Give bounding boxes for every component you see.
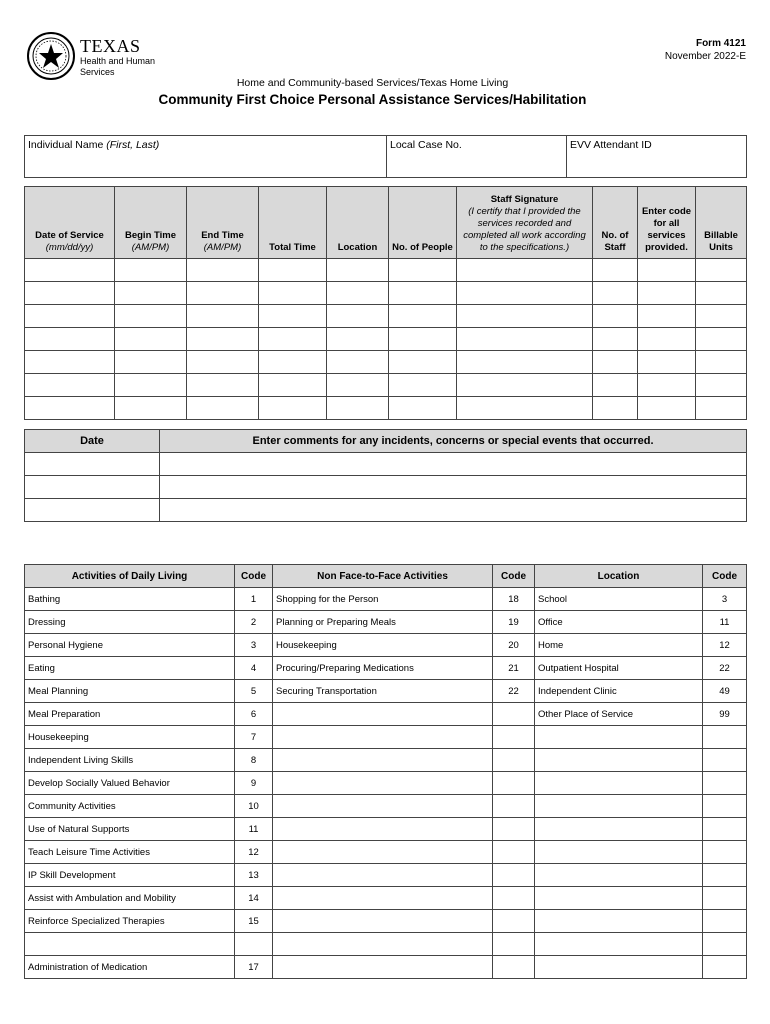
nff-activity-cell: Securing Transportation [273,680,493,703]
codes-reference-table [24,564,747,979]
comment-row [25,453,747,476]
comment-date-cell[interactable] [25,453,160,476]
service-code-cell[interactable] [638,351,696,374]
comment-date-cell[interactable] [25,499,160,522]
location-code-cell [703,772,747,795]
nff-code-cell: 22 [493,680,535,703]
staff-signature-cell[interactable] [457,282,593,305]
nff-code-cell: 18 [493,588,535,611]
col-adl-code: Code [235,565,273,588]
form-title: Community First Choice Personal Assistance Services/Habilitation [158,92,587,107]
info-fields-table [24,135,747,178]
codes-row [25,634,747,657]
location-name-cell [535,726,703,749]
adl-code-cell: 14 [235,887,273,910]
agency-name-line1: TEXAS [80,36,141,56]
staff-signature-cell[interactable] [457,259,593,282]
location-name-cell: Independent Clinic [535,680,703,703]
location-code-cell [703,749,747,772]
adl-code-cell: 12 [235,841,273,864]
date-of-service-cell[interactable] [25,282,115,305]
nff-code-cell [493,703,535,726]
adl-code-cell: 7 [235,726,273,749]
col-date-of-service: Date of Service (mm/dd/yy) [25,187,115,259]
location-name-cell [535,933,703,956]
no-of-staff-cell[interactable] [593,282,638,305]
adl-activity-cell: IP Skill Development [25,864,235,887]
location-cell[interactable] [327,351,389,374]
col-comments: Enter comments for any incidents, concerns or special events that occurred. [160,430,747,453]
total-time-cell[interactable] [259,282,327,305]
nff-code-cell [493,933,535,956]
location-name-cell: Home [535,634,703,657]
service-code-cell[interactable] [638,397,696,420]
adl-code-cell [235,933,273,956]
col-billable-units: Billable Units [696,187,747,259]
col-no-of-people: No. of People [389,187,457,259]
adl-code-cell: 17 [235,956,273,979]
adl-code-cell: 5 [235,680,273,703]
agency-name [80,37,155,77]
no-of-people-cell[interactable] [389,328,457,351]
codes-row [25,749,747,772]
adl-activity-cell [25,933,235,956]
codes-header [25,565,747,588]
adl-code-cell: 13 [235,864,273,887]
col-end-time: End Time (AM/PM) [187,187,259,259]
codes-row [25,841,747,864]
service-code-cell[interactable] [638,374,696,397]
nff-code-cell: 20 [493,634,535,657]
date-of-service-cell[interactable] [25,351,115,374]
date-of-service-cell[interactable] [25,305,115,328]
col-location-code: Code [703,565,747,588]
adl-activity-cell: Meal Preparation [25,703,235,726]
no-of-people-cell[interactable] [389,374,457,397]
adl-activity-cell: Personal Hygiene [25,634,235,657]
no-of-people-cell[interactable] [389,282,457,305]
location-cell[interactable] [327,305,389,328]
total-time-cell[interactable] [259,259,327,282]
col-no-of-staff: No. of Staff [593,187,638,259]
col-nff-code: Code [493,565,535,588]
no-of-people-cell[interactable] [389,259,457,282]
nff-code-cell: 19 [493,611,535,634]
codes-row [25,657,747,680]
nff-code-cell [493,887,535,910]
end-time-cell[interactable] [187,282,259,305]
location-code-cell [703,818,747,841]
codes-row [25,910,747,933]
staff-signature-cell[interactable] [457,305,593,328]
agency-name-line3: Services [80,67,115,77]
nff-activity-cell [273,933,493,956]
no-of-staff-cell[interactable] [593,397,638,420]
col-begin-time: Begin Time (AM/PM) [115,187,187,259]
adl-activity-cell: Meal Planning [25,680,235,703]
billable-units-cell[interactable] [696,259,747,282]
col-location: Location [327,187,389,259]
end-time-cell[interactable] [187,305,259,328]
staff-signature-cell[interactable] [457,351,593,374]
location-code-cell [703,841,747,864]
comment-row [25,499,747,522]
location-name-cell [535,795,703,818]
adl-code-cell: 1 [235,588,273,611]
agency-logo [26,31,176,81]
no-of-staff-cell[interactable] [593,374,638,397]
location-name-cell [535,956,703,979]
service-log-table [24,186,747,420]
service-code-cell[interactable] [638,328,696,351]
adl-activity-cell: Community Activities [25,795,235,818]
location-cell[interactable] [327,374,389,397]
location-code-cell: 11 [703,611,747,634]
nff-code-cell [493,841,535,864]
adl-code-cell: 8 [235,749,273,772]
adl-code-cell: 4 [235,657,273,680]
form-subtitle: Home and Community-based Services/Texas Home Living [236,77,509,89]
location-name-cell: Outpatient Hospital [535,657,703,680]
texas-seal-icon [26,31,76,81]
adl-activity-cell: Develop Socially Valued Behavior [25,772,235,795]
adl-activity-cell: Housekeeping [25,726,235,749]
no-of-people-cell[interactable] [389,351,457,374]
individual-name-label: Individual Name [28,139,104,151]
end-time-cell[interactable] [187,374,259,397]
location-code-cell [703,795,747,818]
col-nff-activity: Non Face-to-Face Activities [273,565,493,588]
codes-row [25,680,747,703]
no-of-people-cell[interactable] [389,397,457,420]
billable-units-cell[interactable] [696,328,747,351]
no-of-people-cell[interactable] [389,305,457,328]
local-case-label: Local Case No. [390,139,462,151]
nff-code-cell [493,910,535,933]
col-location-name: Location [535,565,703,588]
comments-table [24,429,747,522]
staff-signature-cell[interactable] [457,374,593,397]
nff-activity-cell: Planning or Preparing Meals [273,611,493,634]
nff-code-cell [493,818,535,841]
adl-activity-cell: Use of Natural Supports [25,818,235,841]
location-code-cell [703,864,747,887]
no-of-staff-cell[interactable] [593,305,638,328]
codes-row [25,611,747,634]
codes-row [25,818,747,841]
codes-row [25,588,747,611]
location-name-cell [535,910,703,933]
date-of-service-cell[interactable] [25,397,115,420]
nff-code-cell [493,795,535,818]
location-code-cell: 3 [703,588,747,611]
location-name-cell: School [535,588,703,611]
date-of-service-cell[interactable] [25,259,115,282]
billable-units-cell[interactable] [696,351,747,374]
codes-row [25,887,747,910]
total-time-cell[interactable] [259,328,327,351]
location-code-cell: 49 [703,680,747,703]
location-code-cell [703,956,747,979]
begin-time-cell[interactable] [115,282,187,305]
codes-row [25,795,747,818]
evv-attendant-label: EVV Attendant ID [570,139,652,151]
total-time-cell[interactable] [259,397,327,420]
agency-name-line2: Health and Human [80,56,156,66]
begin-time-cell[interactable] [115,328,187,351]
end-time-cell[interactable] [187,328,259,351]
location-code-cell [703,933,747,956]
adl-activity-cell: Eating [25,657,235,680]
comment-text-cell[interactable] [160,499,747,522]
comment-row [25,476,747,499]
total-time-cell[interactable] [259,374,327,397]
service-log-row [25,282,747,305]
billable-units-cell[interactable] [696,397,747,420]
adl-code-cell: 3 [235,634,273,657]
billable-units-cell[interactable] [696,374,747,397]
total-time-cell[interactable] [259,351,327,374]
form-date: November 2022-E [664,51,746,62]
begin-time-cell[interactable] [115,259,187,282]
nff-activity-cell: Procuring/Preparing Medications [273,657,493,680]
individual-name-hint: (First, Last) [106,139,160,151]
adl-activity-cell: Bathing [25,588,235,611]
location-code-cell [703,910,747,933]
nff-activity-cell [273,703,493,726]
end-time-cell[interactable] [187,351,259,374]
nff-activity-cell [273,864,493,887]
total-time-cell[interactable] [259,305,327,328]
location-cell[interactable] [327,282,389,305]
nff-activity-cell [273,772,493,795]
adl-activity-cell: Dressing [25,611,235,634]
no-of-staff-cell[interactable] [593,259,638,282]
service-log-row [25,259,747,282]
location-name-cell: Other Place of Service [535,703,703,726]
nff-activity-cell [273,841,493,864]
service-log-row [25,351,747,374]
staff-signature-cell[interactable] [457,328,593,351]
comments-header [25,430,747,453]
evv-attendant-field[interactable] [567,136,747,178]
adl-code-cell: 6 [235,703,273,726]
adl-activity-cell: Independent Living Skills [25,749,235,772]
comment-date-cell[interactable] [25,476,160,499]
service-code-cell[interactable] [638,259,696,282]
codes-row [25,933,747,956]
no-of-staff-cell[interactable] [593,351,638,374]
col-comment-date: Date [25,430,160,453]
codes-row [25,703,747,726]
service-code-cell[interactable] [638,282,696,305]
col-service-code: Enter code for all services provided. [638,187,696,259]
col-total-time: Total Time [259,187,327,259]
individual-name-field[interactable] [25,136,387,178]
location-name-cell: Office [535,611,703,634]
nff-code-cell [493,749,535,772]
local-case-field[interactable] [387,136,567,178]
billable-units-cell[interactable] [696,282,747,305]
location-name-cell [535,887,703,910]
comment-text-cell[interactable] [160,476,747,499]
nff-activity-cell [273,726,493,749]
location-name-cell [535,864,703,887]
location-cell[interactable] [327,259,389,282]
location-code-cell: 12 [703,634,747,657]
adl-activity-cell: Administration of Medication [25,956,235,979]
nff-code-cell [493,726,535,749]
end-time-cell[interactable] [187,259,259,282]
location-name-cell [535,841,703,864]
form-number: Form 4121 [695,38,746,49]
adl-code-cell: 2 [235,611,273,634]
date-of-service-cell[interactable] [25,328,115,351]
service-log-row [25,305,747,328]
nff-activity-cell [273,818,493,841]
adl-code-cell: 15 [235,910,273,933]
nff-activity-cell [273,795,493,818]
adl-activity-cell: Reinforce Specialized Therapies [25,910,235,933]
location-name-cell [535,749,703,772]
codes-row [25,726,747,749]
begin-time-cell[interactable] [115,305,187,328]
location-code-cell [703,887,747,910]
form-number-block [665,37,746,63]
nff-activity-cell [273,887,493,910]
date-of-service-cell[interactable] [25,374,115,397]
service-log-row [25,374,747,397]
nff-code-cell [493,956,535,979]
adl-activity-cell: Teach Leisure Time Activities [25,841,235,864]
location-name-cell [535,818,703,841]
service-code-cell[interactable] [638,305,696,328]
location-cell[interactable] [327,397,389,420]
adl-code-cell: 11 [235,818,273,841]
begin-time-cell[interactable] [115,351,187,374]
location-code-cell: 99 [703,703,747,726]
begin-time-cell[interactable] [115,374,187,397]
col-adl-activity: Activities of Daily Living [25,565,235,588]
nff-activity-cell: Shopping for the Person [273,588,493,611]
location-code-cell: 22 [703,657,747,680]
codes-row [25,772,747,795]
nff-code-cell [493,864,535,887]
service-log-row [25,397,747,420]
nff-activity-cell [273,910,493,933]
staff-signature-cell[interactable] [457,397,593,420]
begin-time-cell[interactable] [115,397,187,420]
location-name-cell [535,772,703,795]
location-code-cell [703,726,747,749]
service-log-row [25,328,747,351]
comment-text-cell[interactable] [160,453,747,476]
nff-code-cell [493,772,535,795]
adl-code-cell: 10 [235,795,273,818]
col-staff-signature: Staff Signature (I certify that I provided the services recorded and completed all work according to the specifications.) [457,187,593,259]
adl-code-cell: 9 [235,772,273,795]
nff-activity-cell: Housekeeping [273,634,493,657]
billable-units-cell[interactable] [696,305,747,328]
no-of-staff-cell[interactable] [593,328,638,351]
codes-row [25,864,747,887]
nff-activity-cell [273,749,493,772]
codes-row [25,956,747,979]
adl-activity-cell: Assist with Ambulation and Mobility [25,887,235,910]
end-time-cell[interactable] [187,397,259,420]
service-log-header [25,187,747,259]
location-cell[interactable] [327,328,389,351]
nff-activity-cell [273,956,493,979]
nff-code-cell: 21 [493,657,535,680]
